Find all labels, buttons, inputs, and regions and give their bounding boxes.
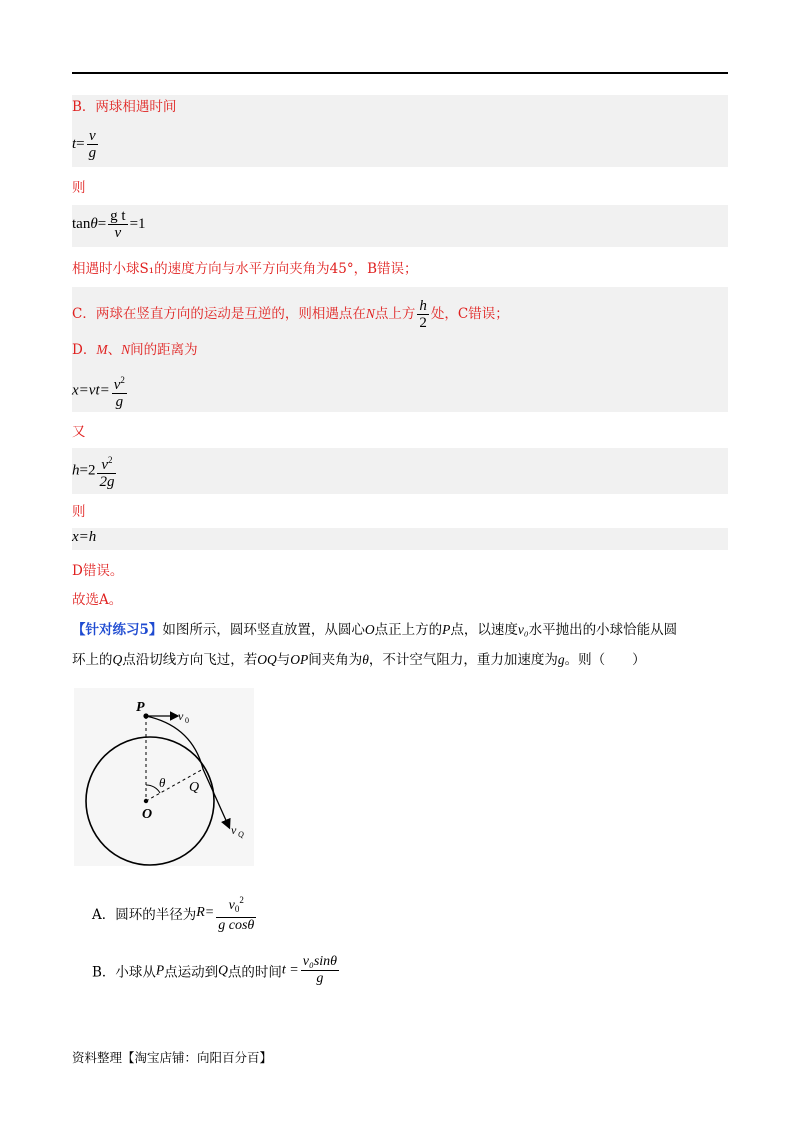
practice-t1b: 点正上方的 bbox=[374, 622, 443, 638]
practice-t2c: 与 bbox=[276, 652, 291, 668]
c-num: h bbox=[419, 298, 427, 314]
option-a-num-exp: 2 bbox=[239, 895, 244, 905]
label-vq-sub: Q bbox=[238, 830, 244, 839]
option-b-p: P bbox=[155, 962, 165, 978]
option-a-num-v: v bbox=[228, 898, 235, 913]
option-b-fraction bbox=[301, 954, 339, 987]
you-text: 又 bbox=[72, 424, 86, 440]
eq-tan-fraction bbox=[108, 208, 127, 241]
d-N: N bbox=[121, 342, 131, 357]
label-o: O bbox=[142, 807, 153, 822]
option-a-text: A．圆环的半径为 bbox=[92, 907, 197, 923]
d-wrong: D错误。 bbox=[72, 563, 124, 579]
practice-Q: Q bbox=[112, 652, 123, 667]
ring-circle bbox=[86, 737, 214, 865]
eq-h-lhs: h bbox=[72, 462, 80, 479]
equation-h bbox=[72, 452, 118, 490]
equation-t: t= $\frac{v}{g}$ bbox=[72, 128, 97, 161]
option-a-numerator bbox=[216, 892, 256, 918]
eq-h-num-exp: 2 bbox=[108, 455, 113, 465]
eq-t-den: g bbox=[88, 145, 97, 161]
practice-v0: v₀ bbox=[517, 622, 529, 637]
d-tail: 间的距离为 bbox=[130, 342, 198, 358]
eq-x-num-v: v bbox=[113, 377, 121, 393]
eq-tan-func: tan bbox=[72, 215, 91, 232]
circle-figure-svg bbox=[74, 688, 254, 866]
option-b bbox=[92, 954, 341, 987]
practice-t2d: 间夹角为 bbox=[308, 652, 363, 668]
eq-h-numerator bbox=[97, 452, 116, 474]
c-N: N bbox=[365, 306, 375, 321]
header-rule bbox=[72, 72, 728, 74]
option-a-r: R= bbox=[196, 905, 215, 920]
answer-choose: 故选A。 bbox=[72, 592, 123, 608]
option-b-text2: 点运动到 bbox=[164, 964, 219, 981]
eq-tan-den: v bbox=[114, 225, 122, 241]
option-b-den: g bbox=[316, 971, 324, 986]
eq-t-fraction bbox=[87, 128, 99, 161]
trajectory-arrow bbox=[146, 716, 229, 827]
shade-block-tan bbox=[72, 205, 728, 247]
equation-xh: x=h bbox=[72, 529, 97, 545]
practice-OP: OP bbox=[290, 652, 309, 667]
ze-1: 则 bbox=[72, 180, 86, 196]
eq-h-fraction bbox=[97, 452, 116, 490]
eq-x-num-exp: 2 bbox=[120, 375, 125, 385]
practice-t2f: 。则（ ） bbox=[564, 652, 646, 668]
option-b-num: v₀sinθ bbox=[302, 954, 338, 969]
eq-h-den: 2g bbox=[99, 474, 115, 490]
option-a-num-sub: 0 bbox=[234, 904, 240, 914]
eq-tan-theta: θ bbox=[90, 215, 98, 232]
c-den: 2 bbox=[419, 315, 427, 331]
option-d-intro bbox=[72, 340, 198, 360]
practice-O: O bbox=[364, 622, 375, 637]
eq-t-lhs: t bbox=[72, 135, 77, 152]
label-q: Q bbox=[189, 780, 200, 795]
option-b-intro: B．两球相遇时间 bbox=[72, 99, 177, 115]
practice-t1a: 如图所示，圆环竖直放置，从圆心 bbox=[162, 622, 365, 638]
option-b-text3: 点的时间 bbox=[227, 964, 282, 981]
eq-t-num: v bbox=[87, 128, 99, 145]
theta-arc bbox=[146, 785, 160, 793]
label-vq: v bbox=[231, 823, 237, 837]
practice-t2e: ，不计空气阻力，重力加速度为 bbox=[368, 652, 558, 668]
d-sep: 、 bbox=[107, 342, 122, 358]
c-part3: 处，C错误； bbox=[430, 306, 509, 322]
shade-block-h bbox=[72, 448, 728, 494]
eq-x-lhs: x bbox=[72, 382, 79, 399]
equation-x bbox=[72, 372, 129, 410]
option-a bbox=[92, 892, 258, 934]
eq-x-numerator bbox=[112, 372, 127, 394]
practice-P: P bbox=[442, 622, 451, 637]
label-theta: θ bbox=[159, 775, 166, 790]
ze-2: 则 bbox=[72, 504, 86, 520]
practice-line-1 bbox=[72, 620, 677, 640]
practice-theta: θ bbox=[362, 652, 369, 667]
equation-tan: tanθ= $\frac{\text{g t}}{v}$ =1 bbox=[72, 208, 146, 241]
eq-x-fraction bbox=[112, 372, 127, 410]
option-b-conclusion: 相遇时小球S₁的速度方向与水平方向夹角为45°，B错误； bbox=[72, 261, 418, 277]
practice-tag: 【针对练习5】 bbox=[72, 622, 163, 638]
label-v0: v bbox=[178, 709, 184, 723]
c-part1: C．两球在竖直方向的运动是互逆的，则相遇点在 bbox=[72, 306, 366, 322]
eq-tan-rhs: =1 bbox=[129, 215, 146, 232]
c-fraction bbox=[417, 298, 429, 331]
practice-line-2 bbox=[72, 650, 646, 670]
circle-figure bbox=[74, 688, 254, 866]
eq-h-num-v: v bbox=[101, 457, 109, 473]
eq-x-den: g bbox=[115, 394, 124, 410]
point-o bbox=[144, 799, 148, 803]
footer-text: 资料整理【淘宝店铺：向阳百分百】 bbox=[72, 1050, 273, 1065]
eq-tan-num: g t bbox=[110, 208, 126, 224]
eq-h-coef: =2 bbox=[79, 462, 96, 479]
option-b-t: t = bbox=[281, 962, 299, 978]
option-b-q: Q bbox=[218, 962, 228, 978]
c-part2: 点上方 bbox=[374, 306, 416, 322]
label-p: P bbox=[136, 700, 145, 715]
practice-t1d: 水平抛出的小球恰能从圆 bbox=[528, 622, 678, 638]
shade-block-xh bbox=[72, 528, 728, 550]
d-M: M bbox=[96, 342, 108, 357]
option-b-text1: B．小球从 bbox=[92, 964, 156, 981]
practice-g: g bbox=[557, 652, 565, 667]
eq-x-mid: =vt= bbox=[78, 382, 110, 399]
practice-OQ: OQ bbox=[257, 652, 277, 667]
d-prefix: D． bbox=[72, 342, 97, 358]
option-c-text bbox=[72, 298, 509, 331]
label-v0-sub: 0 bbox=[185, 716, 189, 725]
practice-t2a: 环上的 bbox=[72, 652, 113, 668]
practice-t1c: 点，以速度 bbox=[450, 622, 518, 638]
option-a-den: g cosθ bbox=[218, 918, 255, 933]
option-a-fraction bbox=[216, 892, 256, 934]
practice-t2b: 点沿切线方向飞过，若 bbox=[122, 652, 258, 668]
